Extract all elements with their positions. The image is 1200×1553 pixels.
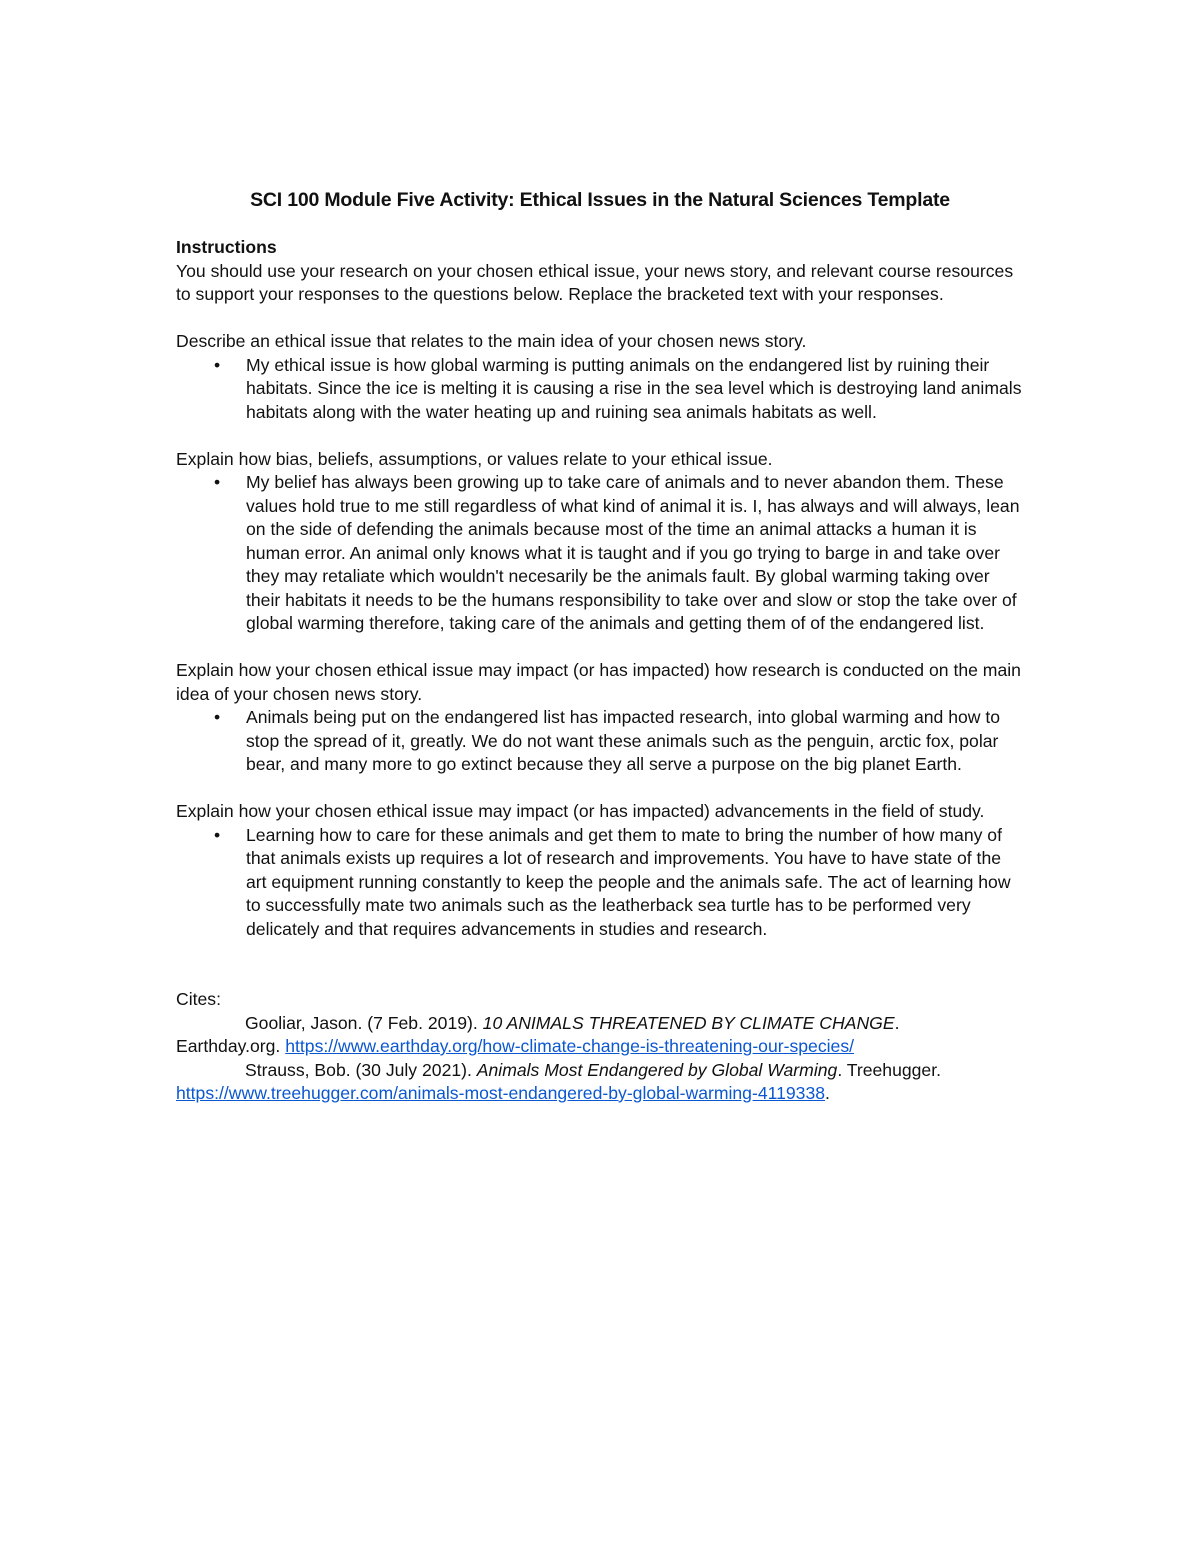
document-body: [176, 236, 1026, 1106]
document-title: SCI 100 Module Five Activity: Ethical Issues in the Natural Sciences Template: [250, 189, 950, 211]
answer-2-text: My belief has always been growing up to take care of animals and to never abandon them. These values hold true to me still regardless of what kind of animal it is. I, has always and will always, lean on the side of defending the animals because most of the time an animal attacks a human it is human error. An animal only knows what it is taught and if you go trying to barge in and take over they may retaliate which wouldn't necesarily be the animals fault. By global warming taking over their habitats it needs to be the humans responsibility to take over and slow or stop the take over of global warming therefore, taking care of the animals and getting them of of the endangered list.: [246, 472, 1020, 633]
citation-1-link[interactable]: https://www.earthday.org/how-climate-change-is-threatening-our-species/: [285, 1036, 855, 1056]
answer-3: [176, 706, 1026, 777]
question-2: Explain how bias, beliefs, assumptions, or values relate to your ethical issue.: [176, 448, 773, 469]
citations: [176, 988, 1026, 1106]
answer-3-text: Animals being put on the endangered list has impacted research, into global warming and how to stop the spread of it, greatly. We do not want these animals such as the penguin, arctic fox, polar bear, and many more to go extinct because they all serve a purpose on the big planet Earth.: [246, 707, 1001, 774]
question-3: Explain how your chosen ethical issue may impact (or has impacted) how research is conducted on the main idea of your chosen news story.: [176, 660, 1021, 704]
citation-2: Strauss, Bob. (30 July 2021). Animals Most Endangered by Global Warming. Treehugger.: [245, 1059, 941, 1080]
question-4: Explain how your chosen ethical issue may impact (or has impacted) advancements in the field of study.: [176, 801, 985, 821]
answer-1: [176, 354, 1026, 425]
answer-2: [176, 471, 1026, 636]
bullet-icon: •: [214, 472, 221, 492]
answer-1-text: My ethical issue is how global warming is putting animals on the endangered list by ruining their habitats. Since the ice is melting it is causing a rise in the sea level which is destroying land animals habitats along with the water heating up and ruining sea animals habitats as well.: [246, 354, 1022, 422]
citation-1-author: Gooliar, Jason. (7 Feb. 2019).: [245, 1012, 478, 1033]
bullet-icon: •: [214, 824, 221, 845]
citation-1-title: 10 ANIMALS THREATENED BY CLIMATE CHANGE: [482, 1012, 895, 1033]
answer-4: [176, 824, 1026, 942]
citation-2-title: Animals Most Endangered by Global Warming: [476, 1059, 838, 1080]
answer-4-text: Learning how to care for these animals and get them to mate to bring the number of how many of that animals exists up requires a lot of research and improvements. You have to have state of the art equipment running constantly to keep the people and the animals safe. The act of learning how to successfully mate two animals such as the leatherback sea turtle has to be performed very delicately and that requires advancements in studies and research.: [246, 824, 1011, 939]
citation-2-link[interactable]: https://www.treehugger.com/animals-most-endangered-by-global-warming-4119338: [176, 1083, 826, 1103]
cites-label: Cites:: [176, 989, 221, 1009]
question-1: Describe an ethical issue that relates to the main idea of your chosen news story.: [176, 331, 807, 351]
citation-1: Gooliar, Jason. (7 Feb. 2019). 10 ANIMALS THREATENED BY CLIMATE CHANGE.: [245, 1012, 900, 1033]
instructions-text: You should use your research on your chosen ethical issue, your news story, and relevant course resources to support your responses to the questions below. Replace the bracketed text with your responses.: [176, 260, 1014, 304]
bullet-icon: •: [214, 707, 221, 727]
citation-1-publisher: Earthday.org.: [176, 1036, 281, 1056]
citation-2-source: https://www.treehugger.com/animals-most-endangered-by-global-warming-4119338.: [176, 1083, 830, 1103]
citation-1-source: [176, 1035, 1026, 1059]
instructions-heading: Instructions: [176, 237, 277, 257]
bullet-icon: •: [214, 354, 221, 375]
citation-2-author: Strauss, Bob. (30 July 2021).: [245, 1059, 472, 1080]
